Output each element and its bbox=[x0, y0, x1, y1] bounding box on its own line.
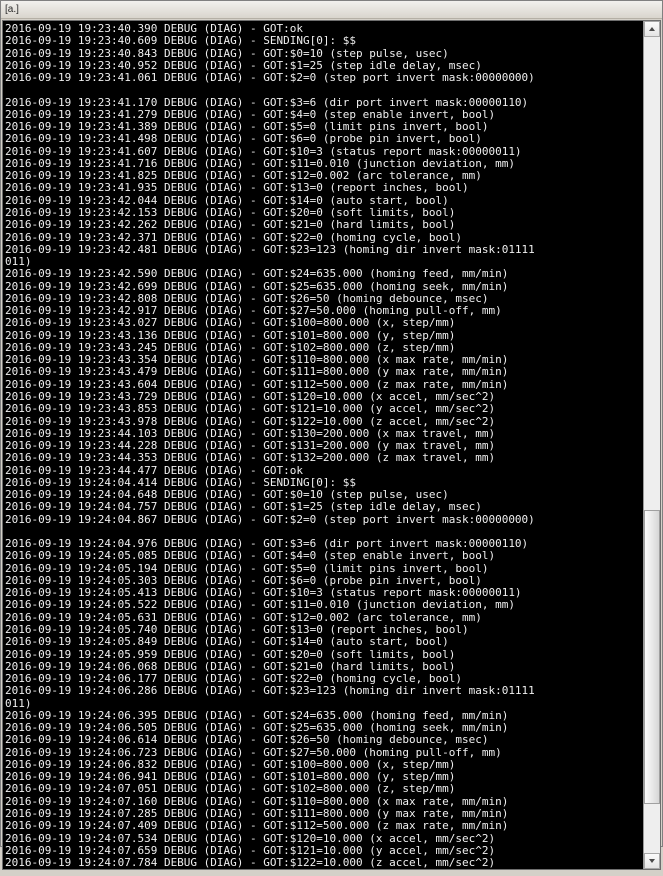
console-line: 2016-09-19 19:23:43.604 DEBUG (DIAG) - GOT:$112=500.000 (z max rate, mm/min) bbox=[5, 377, 509, 391]
console-line: 2016-09-19 19:24:06.941 DEBUG (DIAG) - GOT:$101=800.000 (y, step/mm) bbox=[5, 770, 456, 784]
console-line: 2016-09-19 19:23:41.061 DEBUG (DIAG) - GOT:$2=0 (step port invert mask:00000000) bbox=[5, 71, 535, 85]
console-line: 2016-09-19 19:24:04.414 DEBUG (DIAG) - SENDING[0]: $$ bbox=[5, 475, 356, 489]
console-line: 2016-09-19 19:24:04.757 DEBUG (DIAG) - GOT:$1=25 (step idle delay, msec) bbox=[5, 500, 482, 514]
console-line: 2016-09-19 19:23:44.477 DEBUG (DIAG) - GOT:ok bbox=[5, 463, 304, 477]
console-line: 2016-09-19 19:23:43.853 DEBUG (DIAG) - GOT:$121=10.000 (y accel, mm/sec^2) bbox=[5, 402, 496, 416]
vertical-scrollbar[interactable] bbox=[643, 21, 660, 869]
console-line: 2016-09-19 19:24:06.614 DEBUG (DIAG) - GOT:$26=50 (homing debounce, msec) bbox=[5, 733, 489, 747]
console-line: 011) bbox=[5, 696, 32, 710]
console-line: 2016-09-19 19:24:07.784 DEBUG (DIAG) - GOT:$122=10.000 (z accel, mm/sec^2) bbox=[5, 856, 496, 870]
console-line: 2016-09-19 19:24:07.659 DEBUG (DIAG) - GOT:$121=10.000 (y accel, mm/sec^2) bbox=[5, 843, 496, 857]
console-line: 2016-09-19 19:24:07.409 DEBUG (DIAG) - GOT:$112=500.000 (z max rate, mm/min) bbox=[5, 819, 509, 833]
console-line: 2016-09-19 19:24:07.534 DEBUG (DIAG) - GOT:$120=10.000 (x accel, mm/sec^2) bbox=[5, 831, 496, 845]
status-bar bbox=[1, 871, 662, 876]
console-line: 2016-09-19 19:24:05.631 DEBUG (DIAG) - GOT:$12=0.002 (arc tolerance, mm) bbox=[5, 610, 482, 624]
console-line: 2016-09-19 19:23:44.228 DEBUG (DIAG) - GOT:$131=200.000 (y max travel, mm) bbox=[5, 439, 496, 453]
console-line: 2016-09-19 19:24:06.505 DEBUG (DIAG) - GOT:$25=635.000 (homing seek, mm/min) bbox=[5, 721, 509, 735]
console-line: 2016-09-19 19:24:05.849 DEBUG (DIAG) - GOT:$14=0 (auto start, bool) bbox=[5, 635, 449, 649]
console-line: 2016-09-19 19:24:07.285 DEBUG (DIAG) - GOT:$111=800.000 (y max rate, mm/min) bbox=[5, 807, 509, 820]
console-line: 2016-09-19 19:23:42.481 DEBUG (DIAG) - GOT:$23=123 (homing dir invert mask:01111 bbox=[5, 242, 535, 256]
console-line: 2016-09-19 19:24:06.832 DEBUG (DIAG) - GOT:$100=800.000 (x, step/mm) bbox=[5, 757, 456, 771]
console-line: 2016-09-19 19:23:40.843 DEBUG (DIAG) - GOT:$0=10 (step pulse, usec) bbox=[5, 46, 449, 60]
console-line bbox=[5, 84, 643, 96]
console-line: 2016-09-19 19:23:42.699 DEBUG (DIAG) - GOT:$25=635.000 (homing seek, mm/min) bbox=[5, 279, 509, 293]
console-line: 2016-09-19 19:24:05.413 DEBUG (DIAG) - GOT:$10=3 (status report mask:00000011) bbox=[5, 586, 522, 600]
scrollbar-thumb[interactable] bbox=[644, 510, 660, 804]
console-line: 2016-09-19 19:23:41.935 DEBUG (DIAG) - GOT:$13=0 (report inches, bool) bbox=[5, 181, 469, 195]
console-line: 2016-09-19 19:23:42.371 DEBUG (DIAG) - GOT:$22=0 (homing cycle, bool) bbox=[5, 230, 462, 244]
console-line: 2016-09-19 19:24:05.194 DEBUG (DIAG) - GOT:$5=0 (limit pins invert, bool) bbox=[5, 561, 489, 575]
window-titlebar[interactable] bbox=[1, 1, 662, 19]
console-line: 2016-09-19 19:23:40.952 DEBUG (DIAG) - GOT:$1=25 (step idle delay, msec) bbox=[5, 58, 482, 72]
console-line: 2016-09-19 19:23:41.170 DEBUG (DIAG) - GOT:$3=6 (dir port invert mask:00000110) bbox=[5, 95, 529, 109]
console-line: 2016-09-19 19:23:44.103 DEBUG (DIAG) - GOT:$130=200.000 (x max travel, mm) bbox=[5, 426, 496, 440]
console-area bbox=[2, 20, 661, 870]
console-line: 2016-09-19 19:23:44.353 DEBUG (DIAG) - GOT:$132=200.000 (z max travel, mm) bbox=[5, 451, 496, 465]
console-line: 2016-09-19 19:23:43.729 DEBUG (DIAG) - GOT:$120=10.000 (x accel, mm/sec^2) bbox=[5, 389, 496, 403]
console-line: 2016-09-19 19:24:06.286 DEBUG (DIAG) - GOT:$23=123 (homing dir invert mask:01111 bbox=[5, 684, 535, 698]
console-line: 2016-09-19 19:23:42.153 DEBUG (DIAG) - GOT:$20=0 (soft limits, bool) bbox=[5, 205, 456, 219]
console-line: 2016-09-19 19:24:05.522 DEBUG (DIAG) - GOT:$11=0.010 (junction deviation, mm) bbox=[5, 598, 515, 612]
console-line: 2016-09-19 19:23:43.136 DEBUG (DIAG) - GOT:$101=800.000 (y, step/mm) bbox=[5, 328, 456, 342]
console-line: 2016-09-19 19:24:06.395 DEBUG (DIAG) - GOT:$24=635.000 (homing feed, mm/min) bbox=[5, 708, 509, 722]
console-line: 2016-09-19 19:24:04.976 DEBUG (DIAG) - GOT:$3=6 (dir port invert mask:00000110) bbox=[5, 537, 529, 551]
console-line: 2016-09-19 19:23:42.262 DEBUG (DIAG) - GOT:$21=0 (hard limits, bool) bbox=[5, 218, 456, 232]
console-line: 2016-09-19 19:23:42.044 DEBUG (DIAG) - GOT:$14=0 (auto start, bool) bbox=[5, 193, 449, 207]
console-line: 2016-09-19 19:24:05.959 DEBUG (DIAG) - GOT:$20=0 (soft limits, bool) bbox=[5, 647, 456, 661]
console-line: 2016-09-19 19:24:07.051 DEBUG (DIAG) - GOT:$102=800.000 (z, step/mm) bbox=[5, 782, 456, 796]
console-line: 2016-09-19 19:23:40.390 DEBUG (DIAG) - GOT:ok bbox=[5, 22, 304, 35]
chevron-up-icon[interactable] bbox=[644, 21, 660, 37]
console-line: 2016-09-19 19:23:40.609 DEBUG (DIAG) - SENDING[0]: $$ bbox=[5, 34, 356, 48]
console-line: 2016-09-19 19:23:42.590 DEBUG (DIAG) - GOT:$24=635.000 (homing feed, mm/min) bbox=[5, 267, 509, 281]
console-line: 2016-09-19 19:24:06.177 DEBUG (DIAG) - GOT:$22=0 (homing cycle, bool) bbox=[5, 672, 462, 686]
console-line: 2016-09-19 19:23:41.825 DEBUG (DIAG) - GOT:$12=0.002 (arc tolerance, mm) bbox=[5, 169, 482, 183]
console-line: 2016-09-19 19:24:07.160 DEBUG (DIAG) - GOT:$110=800.000 (x max rate, mm/min) bbox=[5, 794, 509, 808]
console-line: 2016-09-19 19:23:43.354 DEBUG (DIAG) - GOT:$110=800.000 (x max rate, mm/min) bbox=[5, 353, 509, 367]
console-line: 2016-09-19 19:24:04.648 DEBUG (DIAG) - GOT:$0=10 (step pulse, usec) bbox=[5, 488, 449, 502]
console-line: 2016-09-19 19:24:04.867 DEBUG (DIAG) - GOT:$2=0 (step port invert mask:00000000) bbox=[5, 512, 535, 526]
console-line: 2016-09-19 19:23:43.479 DEBUG (DIAG) - GOT:$111=800.000 (y max rate, mm/min) bbox=[5, 365, 509, 379]
console-line: 011) bbox=[5, 255, 32, 269]
console-line: 2016-09-19 19:23:43.027 DEBUG (DIAG) - GOT:$100=800.000 (x, step/mm) bbox=[5, 316, 456, 330]
console-line: 2016-09-19 19:23:41.716 DEBUG (DIAG) - GOT:$11=0.010 (junction deviation, mm) bbox=[5, 156, 515, 170]
chevron-down-icon[interactable] bbox=[644, 853, 660, 869]
console-line: 2016-09-19 19:23:41.279 DEBUG (DIAG) - GOT:$4=0 (step enable invert, bool) bbox=[5, 107, 496, 121]
console-line: 2016-09-19 19:24:05.740 DEBUG (DIAG) - GOT:$13=0 (report inches, bool) bbox=[5, 623, 469, 637]
console-output[interactable] bbox=[3, 21, 643, 869]
console-line: 2016-09-19 19:24:06.068 DEBUG (DIAG) - GOT:$21=0 (hard limits, bool) bbox=[5, 659, 456, 673]
console-line: 2016-09-19 19:24:05.303 DEBUG (DIAG) - GOT:$6=0 (probe pin invert, bool) bbox=[5, 573, 482, 587]
console-line: 2016-09-19 19:23:42.917 DEBUG (DIAG) - GOT:$27=50.000 (homing pull-off, mm) bbox=[5, 304, 502, 318]
console-line: 2016-09-19 19:24:05.085 DEBUG (DIAG) - GOT:$4=0 (step enable invert, bool) bbox=[5, 549, 496, 563]
console-line: 2016-09-19 19:23:42.808 DEBUG (DIAG) - GOT:$26=50 (homing debounce, msec) bbox=[5, 291, 489, 305]
scrollbar-track[interactable] bbox=[644, 37, 660, 853]
console-line: 2016-09-19 19:24:06.723 DEBUG (DIAG) - GOT:$27=50.000 (homing pull-off, mm) bbox=[5, 745, 502, 759]
console-line: 2016-09-19 19:23:41.607 DEBUG (DIAG) - GOT:$10=3 (status report mask:00000011) bbox=[5, 144, 522, 158]
console-line: 2016-09-19 19:23:43.245 DEBUG (DIAG) - GOT:$102=800.000 (z, step/mm) bbox=[5, 340, 456, 354]
console-line: 2016-09-19 19:23:41.389 DEBUG (DIAG) - GOT:$5=0 (limit pins invert, bool) bbox=[5, 120, 489, 134]
console-line: 2016-09-19 19:23:41.498 DEBUG (DIAG) - GOT:$6=0 (probe pin invert, bool) bbox=[5, 132, 482, 146]
window-title: [a.] bbox=[5, 4, 19, 15]
console-line: 2016-09-19 19:23:43.978 DEBUG (DIAG) - GOT:$122=10.000 (z accel, mm/sec^2) bbox=[5, 414, 496, 428]
